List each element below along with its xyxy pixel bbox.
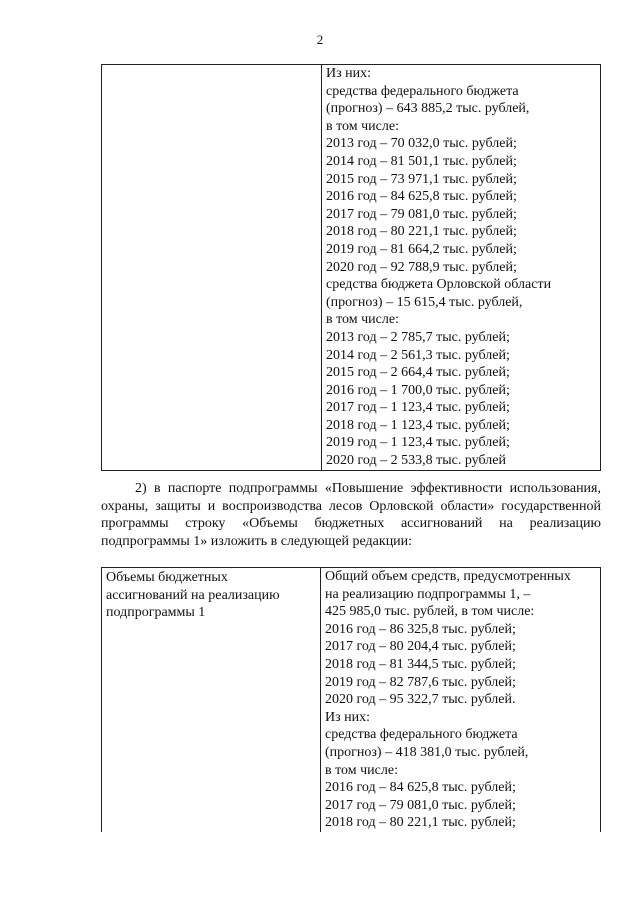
cell-line: 2017 год – 80 204,4 тыс. рублей; [325,639,516,655]
cell-line: (прогноз) – 15 615,4 тыс. рублей, [326,294,523,310]
cell-line: в том числе: [326,118,399,134]
cell-line: 2019 год – 81 664,2 тыс. рублей; [326,241,517,257]
subprogram-budget-table [101,567,601,832]
budget-details-cell [321,568,601,832]
cell-line: средства федерального бюджета [326,83,519,99]
table-row [102,568,601,832]
amendment-text: 2) в паспорте подпрограммы «Повышение эффективности использования, охраны, защиты и воспроизводства лесов Орловской области» государственной программы строку «Объемы бюджетных ассигнований на реализацию подпрограммы 1» изложить в следующей редакции: [101,481,601,549]
cell-line: 2016 год – 1 700,0 тыс. рублей; [326,382,510,398]
cell-line: 2014 год – 81 501,1 тыс. рублей; [326,153,517,169]
cell-line: средства федерального бюджета [325,727,518,743]
row-heading-cell [102,568,321,832]
cell-line: (прогноз) – 643 885,2 тыс. рублей, [326,101,530,117]
cell-line: Объемы бюджетных [106,570,228,585]
page-number: 2 [316,32,324,47]
cell-line: 425 985,0 тыс. рублей, в том числе: [325,604,535,620]
cell-line: 2017 год – 1 123,4 тыс. рублей; [326,400,510,416]
cell-line: Из них: [326,66,372,81]
cell-line: 2013 год – 70 032,0 тыс. рублей; [326,136,517,152]
cell-line: (прогноз) – 418 381,0 тыс. рублей, [325,744,529,760]
budget-table-continued [101,64,601,471]
cell-line: средства бюджета Орловской области [326,277,552,293]
table-row [102,65,601,471]
cell-line: 2018 год – 1 123,4 тыс. рублей; [326,417,510,433]
cell-line: 2017 год – 79 081,0 тыс. рублей; [326,206,517,222]
cell-line: 2016 год – 84 625,8 тыс. рублей; [325,780,516,796]
cell-line: 2015 год – 2 664,4 тыс. рублей; [326,365,510,381]
cell-line: 2020 год – 92 788,9 тыс. рублей; [326,259,517,275]
table-cell-empty [102,65,322,471]
cell-line: Общий объем средств, предусмотренных [325,569,571,584]
cell-line: 2020 год – 95 322,7 тыс. рублей. [325,692,516,708]
cell-line: на реализацию подпрограммы 1, – [325,586,531,602]
cell-line: 2016 год – 86 325,8 тыс. рублей; [325,621,516,637]
cell-line: 2019 год – 82 787,6 тыс. рублей; [325,674,516,690]
cell-line: 2014 год – 2 561,3 тыс. рублей; [326,347,510,363]
amendment-paragraph [101,480,601,550]
budget-details-cell [322,65,601,471]
cell-line: 2016 год – 84 625,8 тыс. рублей; [326,189,517,205]
cell-line: 2013 год – 2 785,7 тыс. рублей; [326,329,510,345]
cell-line: 2019 год – 1 123,4 тыс. рублей; [326,435,510,451]
cell-line: подпрограммы 1 [106,605,206,621]
cell-line: Из них: [325,709,371,725]
cell-line: 2015 год – 73 971,1 тыс. рублей; [326,171,517,187]
cell-line: в том числе: [326,312,399,328]
cell-line: 2018 год – 80 221,1 тыс. рублей; [326,224,517,240]
cell-line: ассигнований на реализацию [106,587,280,603]
cell-line: 2020 год – 2 533,8 тыс. рублей [326,453,506,469]
cell-line: 2017 год – 79 081,0 тыс. рублей; [325,797,516,813]
cell-line: в том числе: [325,762,398,778]
cell-line: 2018 год – 80 221,1 тыс. рублей; [325,815,516,831]
cell-line: 2018 год – 81 344,5 тыс. рублей; [325,656,516,672]
